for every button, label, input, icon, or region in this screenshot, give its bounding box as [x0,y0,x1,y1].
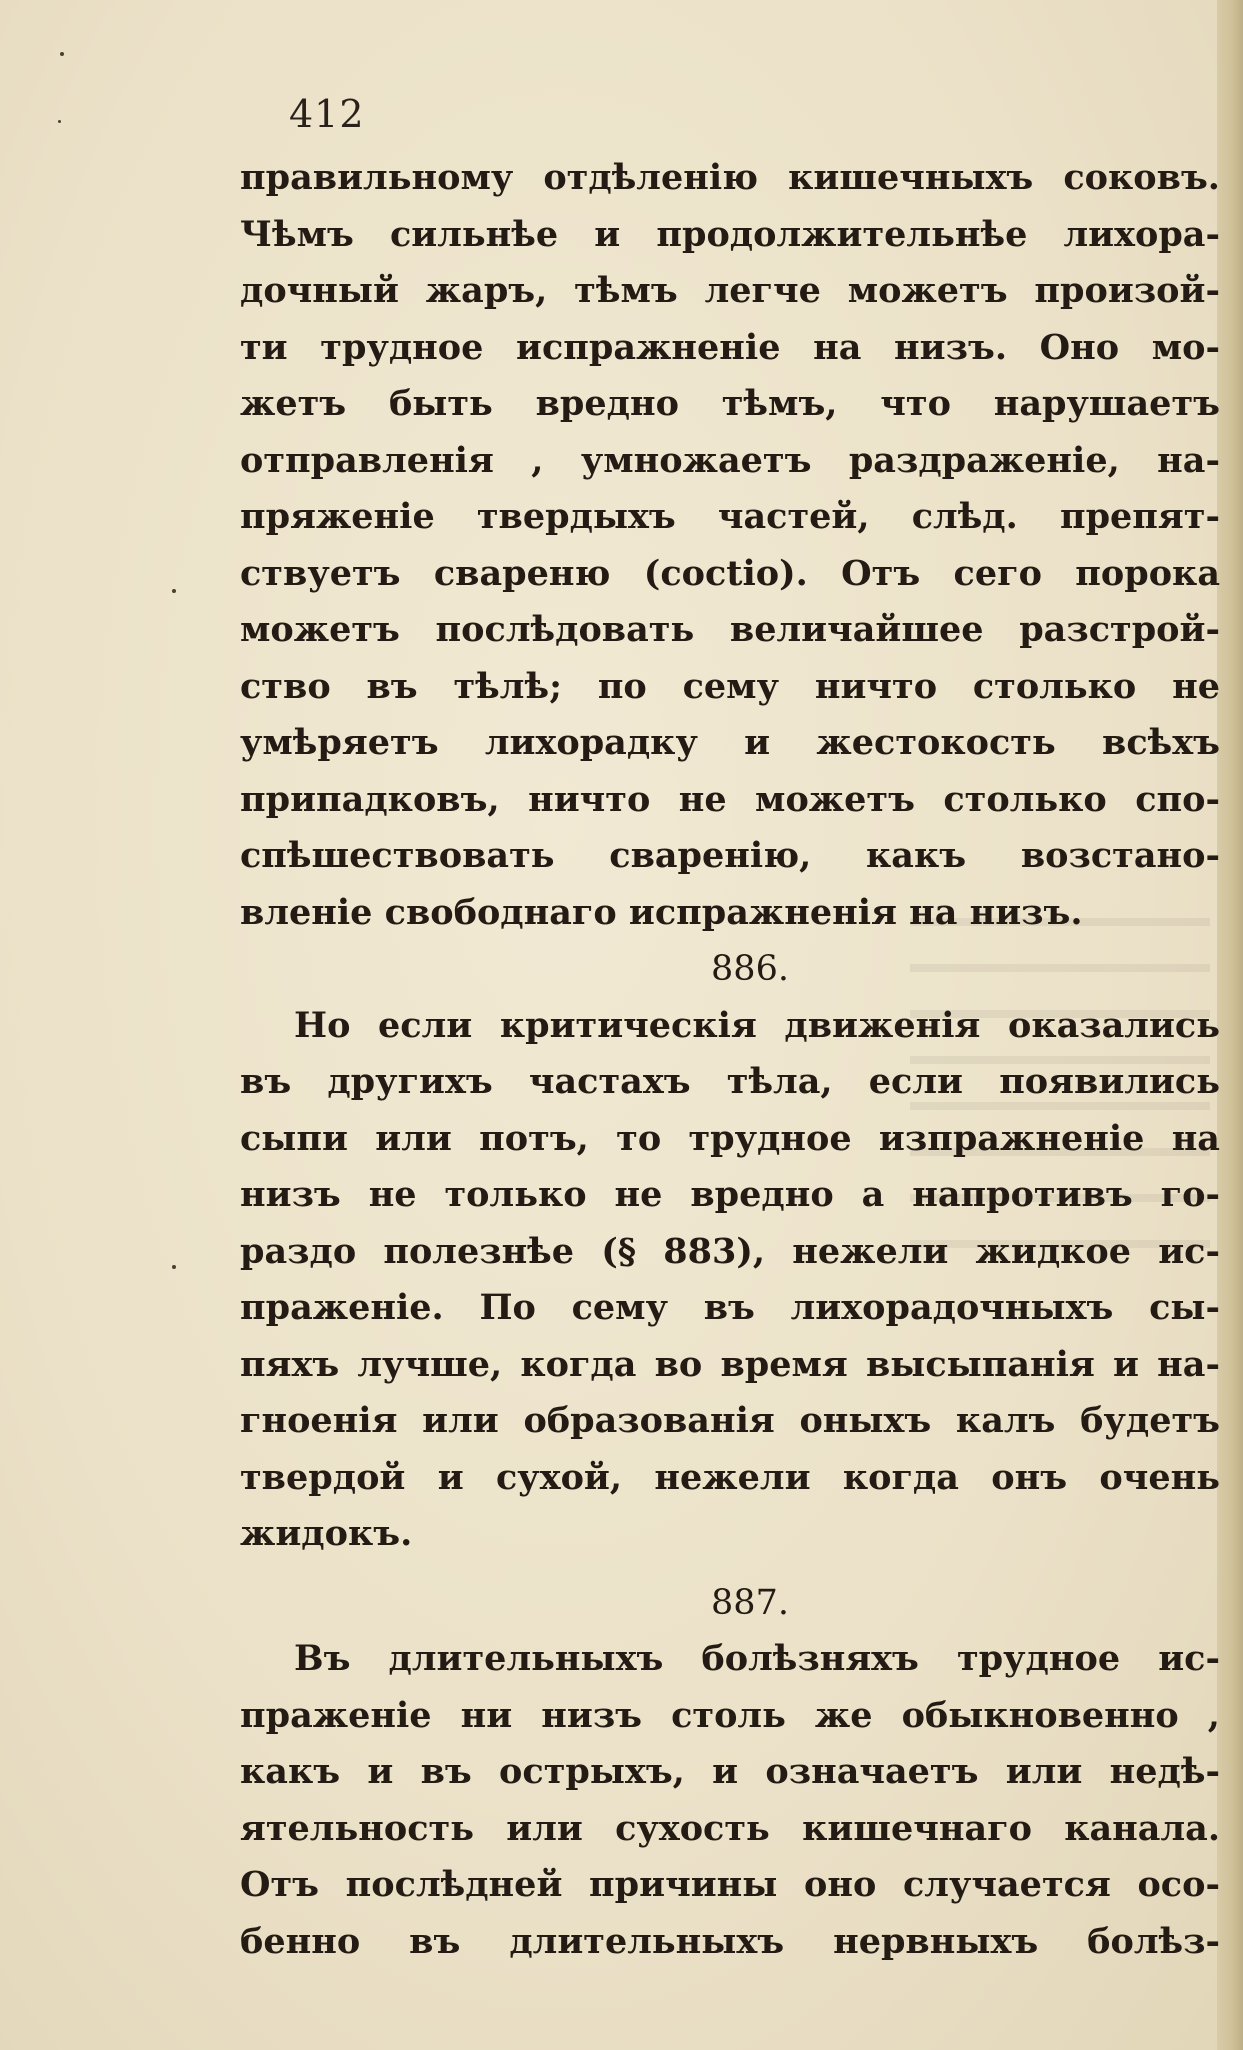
ink-speck [58,120,61,123]
text-line: спѣшествовать сваренію, какъ возстано- [240,835,1220,876]
text-line: бенно въ длительныхъ нервныхъ болѣз- [240,1920,1220,1962]
text-line: Отъ послѣдней причины оно случается осо- [240,1864,1220,1905]
text-line: твердой и сухой, нежели когда онъ очень [240,1456,1220,1498]
text-line: ство въ тѣлѣ; по сему ничто столько не [240,665,1220,707]
page-edge [1217,0,1243,2050]
text-line: ти трудное испражненіе на низъ. Оно мо- [240,326,1220,368]
text-line: умѣряетъ лихорадку и жестокость всѣхъ [240,722,1220,763]
text-line: праженіе ни низъ столь же обыкновенно , [240,1694,1220,1736]
text-line: въ другихъ частахъ тѣла, если появились [240,1061,1220,1102]
text-line: дочный жаръ, тѣмъ легче можетъ произой- [240,270,1220,311]
ink-speck [60,52,64,56]
text-line: раздо полезнѣе (§ 883), нежели жидкое ис- [240,1230,1220,1272]
page-number: 412 [289,92,365,136]
body-text [240,150,1220,1970]
text-line: жидокъ. [240,1513,413,1554]
text-line: какъ и въ острыхъ, и означаетъ или недѣ- [240,1751,1220,1792]
section-heading-886: 886. [711,949,789,989]
text-line: ятельность или сухость кишечнаго канала. [240,1807,1220,1849]
ink-speck [172,589,176,593]
text-line: Но если критическія движенія оказались [294,1004,1220,1046]
text-line: праженіе. По сему въ лихорадочныхъ сы- [240,1287,1220,1328]
text-line: ствуетъ свареню (coctio). Отъ сего порока [240,552,1220,594]
ink-speck [172,1265,176,1269]
text-line: правильному отдѣленію кишечныхъ соковъ. [240,157,1220,198]
section-heading-887: 887. [711,1582,789,1623]
text-line: можетъ послѣдовать величайшее разстрой- [240,609,1220,650]
text-line: гноенія или образованія оныхъ калъ будетъ [240,1400,1220,1441]
text-line: вленіе свободнаго испражненія на низъ. [240,891,1083,933]
text-line: сыпи или потъ, то трудное изпражненіе на [240,1117,1220,1159]
text-line: Въ длительныхъ болѣзняхъ трудное ис- [294,1638,1220,1679]
text-line: припадковъ, ничто не можетъ столько спо- [240,778,1220,820]
text-line: низъ не только не вредно а напротивъ го- [240,1174,1220,1215]
text-line: отправленія , умножаетъ раздраженіе, на- [240,439,1220,481]
text-line: Чѣмъ сильнѣе и продолжительнѣе лихора- [240,213,1220,255]
text-line: жетъ быть вредно тѣмъ, что нарушаетъ [240,383,1220,424]
text-line: пряженіе твердыхъ частей, слѣд. препят- [240,496,1220,537]
text-line: пяхъ лучше, когда во время высыпанія и на- [240,1343,1220,1385]
